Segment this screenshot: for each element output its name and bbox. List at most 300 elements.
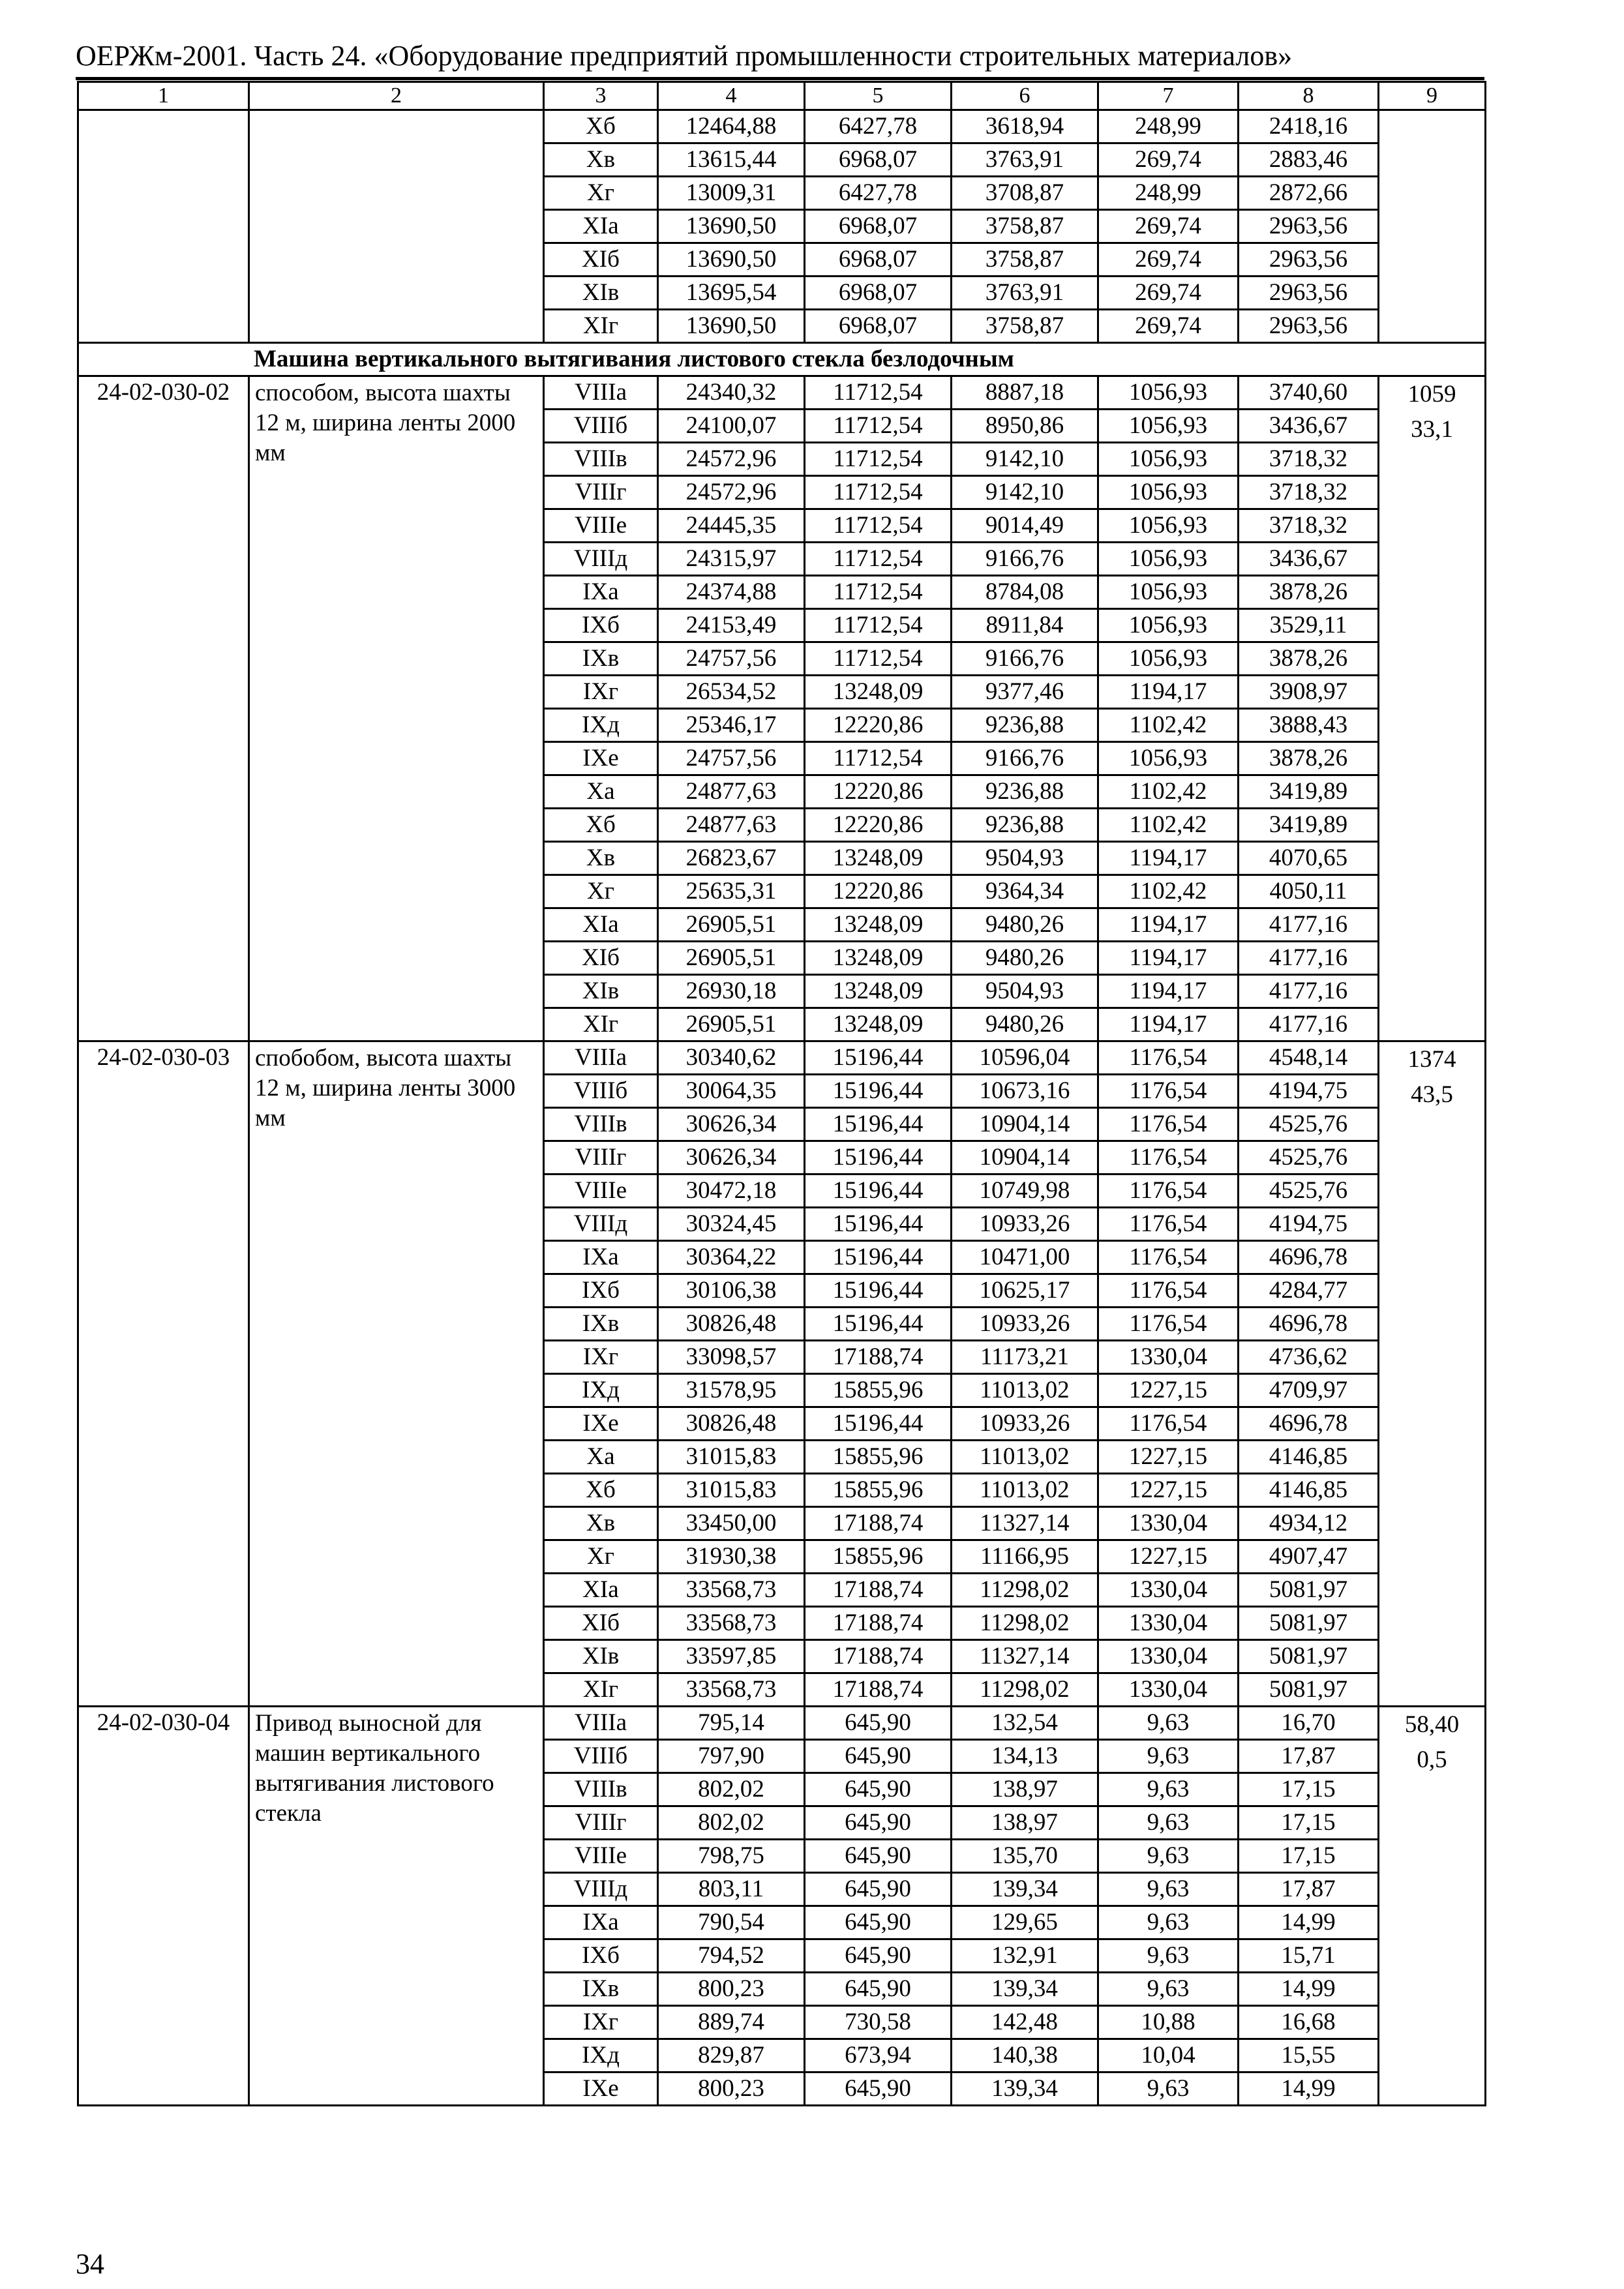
zone-cell: VIIIг [544, 1141, 658, 1174]
value-cell: 269,74 [1098, 143, 1239, 177]
value-cell: 1102,42 [1098, 709, 1239, 742]
value-cell: 673,94 [805, 2039, 952, 2072]
table-row [78, 110, 1486, 143]
zone-cell: IХб [544, 609, 658, 642]
value-cell: 30826,48 [658, 1308, 805, 1341]
value-cell: 3908,97 [1239, 676, 1379, 709]
value-cell: 11166,95 [952, 1540, 1098, 1574]
zone-cell: Хб [544, 1474, 658, 1507]
value-cell: 2963,56 [1239, 243, 1379, 277]
value-cell: 1056,93 [1098, 543, 1239, 576]
value-cell: 3878,26 [1239, 576, 1379, 609]
value-cell: 17,87 [1239, 1740, 1379, 1773]
value-cell: 24877,63 [658, 809, 805, 842]
description-cell [249, 110, 544, 343]
value-cell: 3763,91 [952, 143, 1098, 177]
description-cell: Привод выносной для машин вертикального вытягивания листового стекла [249, 1707, 544, 2106]
value-cell: 2418,16 [1239, 110, 1379, 143]
value-cell: 800,23 [658, 1973, 805, 2006]
zone-cell: IХг [544, 1341, 658, 1374]
zone-cell: VIIIд [544, 1208, 658, 1241]
value-cell: 138,97 [952, 1806, 1098, 1840]
value-cell: 134,13 [952, 1740, 1098, 1773]
value-cell: 17188,74 [805, 1640, 952, 1673]
value-cell: 5081,97 [1239, 1574, 1379, 1607]
value-cell: 30826,48 [658, 1407, 805, 1441]
page-number: 34 [76, 2248, 104, 2280]
value-cell: 30064,35 [658, 1075, 805, 1108]
value-cell: 15,71 [1239, 1939, 1379, 1973]
value-cell: 4934,12 [1239, 1507, 1379, 1540]
zone-cell: IХе [544, 742, 658, 775]
value-cell: 15196,44 [805, 1075, 952, 1108]
value-cell: 129,65 [952, 1906, 1098, 1939]
value-cell: 645,90 [805, 1840, 952, 1873]
zone-cell: VIIIа [544, 1041, 658, 1075]
value-cell: 11712,54 [805, 509, 952, 543]
value-cell: 15,55 [1239, 2039, 1379, 2072]
value-cell: 3718,32 [1239, 476, 1379, 509]
value-cell: 1194,17 [1098, 908, 1239, 942]
value-cell: 2963,56 [1239, 277, 1379, 310]
value-cell: 15196,44 [805, 1407, 952, 1441]
zone-cell: VIIIв [544, 1773, 658, 1806]
value-cell: 6427,78 [805, 110, 952, 143]
value-cell: 33098,57 [658, 1341, 805, 1374]
table-row [78, 1041, 1486, 1075]
value-cell: 1194,17 [1098, 842, 1239, 875]
value-cell: 17,15 [1239, 1840, 1379, 1873]
value-cell: 9166,76 [952, 742, 1098, 775]
value-cell: 11712,54 [805, 443, 952, 476]
value-cell: 13690,50 [658, 210, 805, 243]
zone-cell: VIIIе [544, 1174, 658, 1208]
value-cell: 11327,14 [952, 1507, 1098, 1540]
value-cell: 33597,85 [658, 1640, 805, 1673]
zone-cell: IХг [544, 676, 658, 709]
value-cell: 11298,02 [952, 1574, 1098, 1607]
column-number: 4 [658, 82, 805, 110]
zone-cell: ХIв [544, 1640, 658, 1673]
value-cell: 12220,86 [805, 809, 952, 842]
value-cell: 9142,10 [952, 443, 1098, 476]
value-cell: 13248,09 [805, 676, 952, 709]
zone-cell: IХе [544, 1407, 658, 1441]
value-cell: 1330,04 [1098, 1341, 1239, 1374]
value-cell: 15196,44 [805, 1141, 952, 1174]
value-cell: 15196,44 [805, 1308, 952, 1341]
value-cell: 11173,21 [952, 1341, 1098, 1374]
value-cell: 24757,56 [658, 642, 805, 676]
value-cell: 1176,54 [1098, 1241, 1239, 1274]
value-cell: 10904,14 [952, 1108, 1098, 1141]
zone-cell: VIIIб [544, 1075, 658, 1108]
value-cell: 4070,65 [1239, 842, 1379, 875]
value-cell: 11327,14 [952, 1640, 1098, 1673]
value-cell: 24572,96 [658, 476, 805, 509]
value-cell: 4194,75 [1239, 1075, 1379, 1108]
value-cell: 4907,47 [1239, 1540, 1379, 1574]
zone-cell: VIIIв [544, 443, 658, 476]
value-cell: 802,02 [658, 1806, 805, 1840]
value-cell: 14,99 [1239, 1973, 1379, 2006]
value-cell: 1056,93 [1098, 642, 1239, 676]
value-cell: 15855,96 [805, 1374, 952, 1407]
value-cell: 645,90 [805, 1873, 952, 1906]
value-cell: 10596,04 [952, 1041, 1098, 1075]
value-cell: 24572,96 [658, 443, 805, 476]
value-cell: 3740,60 [1239, 376, 1379, 410]
value-cell: 12464,88 [658, 110, 805, 143]
value-cell: 3419,89 [1239, 775, 1379, 809]
value-cell: 1056,93 [1098, 443, 1239, 476]
value-cell: 248,99 [1098, 177, 1239, 210]
value-cell: 30626,34 [658, 1108, 805, 1141]
zone-cell: VIIIв [544, 1108, 658, 1141]
zone-cell: ХIг [544, 1673, 658, 1707]
value-cell: 30472,18 [658, 1174, 805, 1208]
value-cell: 17188,74 [805, 1341, 952, 1374]
value-cell: 1227,15 [1098, 1374, 1239, 1407]
value-cell: 803,11 [658, 1873, 805, 1906]
value-cell: 24877,63 [658, 775, 805, 809]
value-cell: 31015,83 [658, 1474, 805, 1507]
value-cell: 139,34 [952, 1973, 1098, 2006]
code-cell: 24-02-030-03 [78, 1041, 249, 1707]
column-number: 5 [805, 82, 952, 110]
value-cell: 26534,52 [658, 676, 805, 709]
value-cell: 2872,66 [1239, 177, 1379, 210]
value-cell: 9,63 [1098, 1773, 1239, 1806]
column-number: 8 [1239, 82, 1379, 110]
value-cell: 3529,11 [1239, 609, 1379, 642]
value-cell: 15196,44 [805, 1274, 952, 1308]
value-cell: 3436,67 [1239, 410, 1379, 443]
value-cell: 15855,96 [805, 1441, 952, 1474]
value-cell: 269,74 [1098, 210, 1239, 243]
value-cell: 10933,26 [952, 1308, 1098, 1341]
value-cell: 10,88 [1098, 2006, 1239, 2039]
value-cell: 1227,15 [1098, 1441, 1239, 1474]
value-cell: 11712,54 [805, 543, 952, 576]
value-cell: 9480,26 [952, 942, 1098, 975]
header-rule [76, 77, 1484, 80]
value-cell: 2963,56 [1239, 310, 1379, 343]
value-cell: 1194,17 [1098, 676, 1239, 709]
value-cell: 15196,44 [805, 1208, 952, 1241]
extra-cell [1379, 376, 1486, 1041]
value-cell: 1056,93 [1098, 609, 1239, 642]
value-cell: 4525,76 [1239, 1141, 1379, 1174]
value-cell: 10749,98 [952, 1174, 1098, 1208]
column-number: 7 [1098, 82, 1239, 110]
zone-cell: VIIIа [544, 1707, 658, 1740]
value-cell: 11298,02 [952, 1673, 1098, 1707]
value-cell: 9,63 [1098, 1840, 1239, 1873]
value-cell: 24315,97 [658, 543, 805, 576]
value-cell: 248,99 [1098, 110, 1239, 143]
value-cell: 11013,02 [952, 1474, 1098, 1507]
value-cell: 10904,14 [952, 1141, 1098, 1174]
value-cell: 9504,93 [952, 842, 1098, 875]
zone-cell: IХд [544, 709, 658, 742]
value-cell: 13009,31 [658, 177, 805, 210]
value-cell: 6968,07 [805, 143, 952, 177]
value-cell: 4548,14 [1239, 1041, 1379, 1075]
zone-cell: IХа [544, 1906, 658, 1939]
value-cell: 3436,67 [1239, 543, 1379, 576]
value-cell: 3718,32 [1239, 443, 1379, 476]
value-cell: 9,63 [1098, 1873, 1239, 1906]
value-cell: 13695,54 [658, 277, 805, 310]
value-cell: 2883,46 [1239, 143, 1379, 177]
price-table-container [77, 81, 1484, 2106]
value-cell: 1330,04 [1098, 1607, 1239, 1640]
value-cell: 8950,86 [952, 410, 1098, 443]
value-cell: 1330,04 [1098, 1507, 1239, 1540]
value-cell: 4194,75 [1239, 1208, 1379, 1241]
value-cell: 10,04 [1098, 2039, 1239, 2072]
price-table [77, 81, 1486, 2106]
value-cell: 9236,88 [952, 775, 1098, 809]
value-cell: 12220,86 [805, 875, 952, 908]
value-cell: 1194,17 [1098, 1008, 1239, 1041]
value-cell: 139,34 [952, 2072, 1098, 2106]
value-cell: 794,52 [658, 1939, 805, 1973]
zone-cell: IХа [544, 1241, 658, 1274]
value-cell: 26823,67 [658, 842, 805, 875]
value-cell: 10471,00 [952, 1241, 1098, 1274]
value-cell: 17188,74 [805, 1507, 952, 1540]
value-cell: 1056,93 [1098, 376, 1239, 410]
extra-cell [1379, 1707, 1486, 2106]
description-cell: спобобом, высота шахты 12 м, ширина ленты 3000 мм [249, 1041, 544, 1707]
value-cell: 9,63 [1098, 1973, 1239, 2006]
value-cell: 9377,46 [952, 676, 1098, 709]
value-cell: 4177,16 [1239, 1008, 1379, 1041]
value-cell: 6968,07 [805, 277, 952, 310]
zone-cell: IХг [544, 2006, 658, 2039]
extra-value-1: 58,40 [1404, 1711, 1460, 1738]
value-cell: 3888,43 [1239, 709, 1379, 742]
zone-cell: VIIIг [544, 1806, 658, 1840]
table-row [78, 376, 1486, 410]
value-cell: 9236,88 [952, 709, 1098, 742]
value-cell: 10933,26 [952, 1208, 1098, 1241]
zone-cell: ХIг [544, 310, 658, 343]
value-cell: 798,75 [658, 1840, 805, 1873]
value-cell: 138,97 [952, 1773, 1098, 1806]
value-cell: 1194,17 [1098, 975, 1239, 1008]
value-cell: 9,63 [1098, 1740, 1239, 1773]
value-cell: 30106,38 [658, 1274, 805, 1308]
column-number: 2 [249, 82, 544, 110]
value-cell: 1227,15 [1098, 1540, 1239, 1574]
extra-cell [1379, 110, 1486, 343]
extra-value-2: 33,1 [1411, 416, 1453, 443]
value-cell: 11712,54 [805, 642, 952, 676]
zone-cell: IХд [544, 2039, 658, 2072]
value-cell: 645,90 [805, 1939, 952, 1973]
value-cell: 4146,85 [1239, 1474, 1379, 1507]
value-cell: 9480,26 [952, 1008, 1098, 1041]
value-cell: 4146,85 [1239, 1441, 1379, 1474]
description-cell: способом, высота шахты 12 м, ширина ленты 2000 мм [249, 376, 544, 1041]
value-cell: 5081,97 [1239, 1673, 1379, 1707]
value-cell: 4284,77 [1239, 1274, 1379, 1308]
value-cell: 16,68 [1239, 2006, 1379, 2039]
value-cell: 9480,26 [952, 908, 1098, 942]
code-cell [78, 110, 249, 343]
value-cell: 3758,87 [952, 310, 1098, 343]
value-cell: 9014,49 [952, 509, 1098, 543]
value-cell: 645,90 [805, 1906, 952, 1939]
value-cell: 645,90 [805, 1740, 952, 1773]
value-cell: 6427,78 [805, 177, 952, 210]
value-cell: 132,91 [952, 1939, 1098, 1973]
value-cell: 6968,07 [805, 310, 952, 343]
value-cell: 1102,42 [1098, 875, 1239, 908]
value-cell: 1056,93 [1098, 410, 1239, 443]
value-cell: 1227,15 [1098, 1474, 1239, 1507]
value-cell: 26930,18 [658, 975, 805, 1008]
zone-cell: IХв [544, 1308, 658, 1341]
zone-cell: ХIб [544, 1607, 658, 1640]
zone-cell: Хг [544, 177, 658, 210]
value-cell: 15855,96 [805, 1540, 952, 1574]
value-cell: 15196,44 [805, 1174, 952, 1208]
value-cell: 4525,76 [1239, 1174, 1379, 1208]
zone-cell: Хв [544, 143, 658, 177]
value-cell: 1176,54 [1098, 1208, 1239, 1241]
value-cell: 135,70 [952, 1840, 1098, 1873]
value-cell: 31015,83 [658, 1441, 805, 1474]
value-cell: 16,70 [1239, 1707, 1379, 1740]
value-cell: 4177,16 [1239, 942, 1379, 975]
value-cell: 11712,54 [805, 576, 952, 609]
value-cell: 26905,51 [658, 1008, 805, 1041]
value-cell: 13248,09 [805, 1008, 952, 1041]
price-table-body [78, 82, 1486, 2106]
value-cell: 1056,93 [1098, 576, 1239, 609]
value-cell: 9,63 [1098, 1806, 1239, 1840]
zone-cell: IХб [544, 1274, 658, 1308]
zone-cell: VIIIа [544, 376, 658, 410]
value-cell: 645,90 [805, 2072, 952, 2106]
value-cell: 14,99 [1239, 1906, 1379, 1939]
value-cell: 26905,51 [658, 942, 805, 975]
value-cell: 33450,00 [658, 1507, 805, 1540]
value-cell: 1330,04 [1098, 1673, 1239, 1707]
zone-cell: ХIв [544, 277, 658, 310]
value-cell: 1176,54 [1098, 1274, 1239, 1308]
zone-cell: VIIIб [544, 410, 658, 443]
value-cell: 3758,87 [952, 210, 1098, 243]
value-cell: 10625,17 [952, 1274, 1098, 1308]
value-cell: 30626,34 [658, 1141, 805, 1174]
zone-cell: VIIIе [544, 1840, 658, 1873]
value-cell: 889,74 [658, 2006, 805, 2039]
value-cell: 33568,73 [658, 1574, 805, 1607]
value-cell: 26905,51 [658, 908, 805, 942]
value-cell: 24445,35 [658, 509, 805, 543]
zone-cell: ХIа [544, 908, 658, 942]
zone-cell: Ха [544, 775, 658, 809]
value-cell: 11712,54 [805, 742, 952, 775]
value-cell: 2963,56 [1239, 210, 1379, 243]
value-cell: 139,34 [952, 1873, 1098, 1906]
value-cell: 797,90 [658, 1740, 805, 1773]
value-cell: 30324,45 [658, 1208, 805, 1241]
value-cell: 9166,76 [952, 642, 1098, 676]
zone-cell: ХIб [544, 243, 658, 277]
value-cell: 8911,84 [952, 609, 1098, 642]
value-cell: 11712,54 [805, 609, 952, 642]
extra-value-1: 1059 [1407, 381, 1456, 408]
zone-cell: ХIг [544, 1008, 658, 1041]
value-cell: 3763,91 [952, 277, 1098, 310]
value-cell: 31930,38 [658, 1540, 805, 1574]
value-cell: 4696,78 [1239, 1241, 1379, 1274]
value-cell: 13248,09 [805, 975, 952, 1008]
value-cell: 11013,02 [952, 1441, 1098, 1474]
extra-value-2: 0,5 [1417, 1746, 1447, 1773]
value-cell: 9166,76 [952, 543, 1098, 576]
zone-cell: VIIIе [544, 509, 658, 543]
value-cell: 3708,87 [952, 177, 1098, 210]
value-cell: 1330,04 [1098, 1574, 1239, 1607]
value-cell: 1176,54 [1098, 1075, 1239, 1108]
value-cell: 3718,32 [1239, 509, 1379, 543]
extra-cell [1379, 1041, 1486, 1707]
column-number: 3 [544, 82, 658, 110]
zone-cell: Хб [544, 110, 658, 143]
value-cell: 30364,22 [658, 1241, 805, 1274]
value-cell: 9,63 [1098, 1939, 1239, 1973]
value-cell: 11013,02 [952, 1374, 1098, 1407]
zone-cell: ХIа [544, 1574, 658, 1607]
value-cell: 1176,54 [1098, 1308, 1239, 1341]
value-cell: 13690,50 [658, 310, 805, 343]
value-cell: 269,74 [1098, 310, 1239, 343]
value-cell: 4177,16 [1239, 975, 1379, 1008]
code-cell: 24-02-030-04 [78, 1707, 249, 2106]
value-cell: 4696,78 [1239, 1308, 1379, 1341]
value-cell: 11712,54 [805, 410, 952, 443]
value-cell: 12220,86 [805, 709, 952, 742]
zone-cell: Хб [544, 809, 658, 842]
value-cell: 17,15 [1239, 1806, 1379, 1840]
zone-cell: Хв [544, 842, 658, 875]
value-cell: 4050,11 [1239, 875, 1379, 908]
value-cell: 14,99 [1239, 2072, 1379, 2106]
value-cell: 30340,62 [658, 1041, 805, 1075]
value-cell: 4736,62 [1239, 1341, 1379, 1374]
value-cell: 800,23 [658, 2072, 805, 2106]
value-cell: 17,15 [1239, 1773, 1379, 1806]
code-cell: 24-02-030-02 [78, 376, 249, 1041]
zone-cell: ХIв [544, 975, 658, 1008]
value-cell: 24153,49 [658, 609, 805, 642]
value-cell: 8784,08 [952, 576, 1098, 609]
value-cell: 645,90 [805, 1973, 952, 2006]
value-cell: 12220,86 [805, 775, 952, 809]
column-number-row [78, 82, 1486, 110]
value-cell: 1176,54 [1098, 1108, 1239, 1141]
value-cell: 1056,93 [1098, 476, 1239, 509]
value-cell: 9142,10 [952, 476, 1098, 509]
value-cell: 1102,42 [1098, 775, 1239, 809]
